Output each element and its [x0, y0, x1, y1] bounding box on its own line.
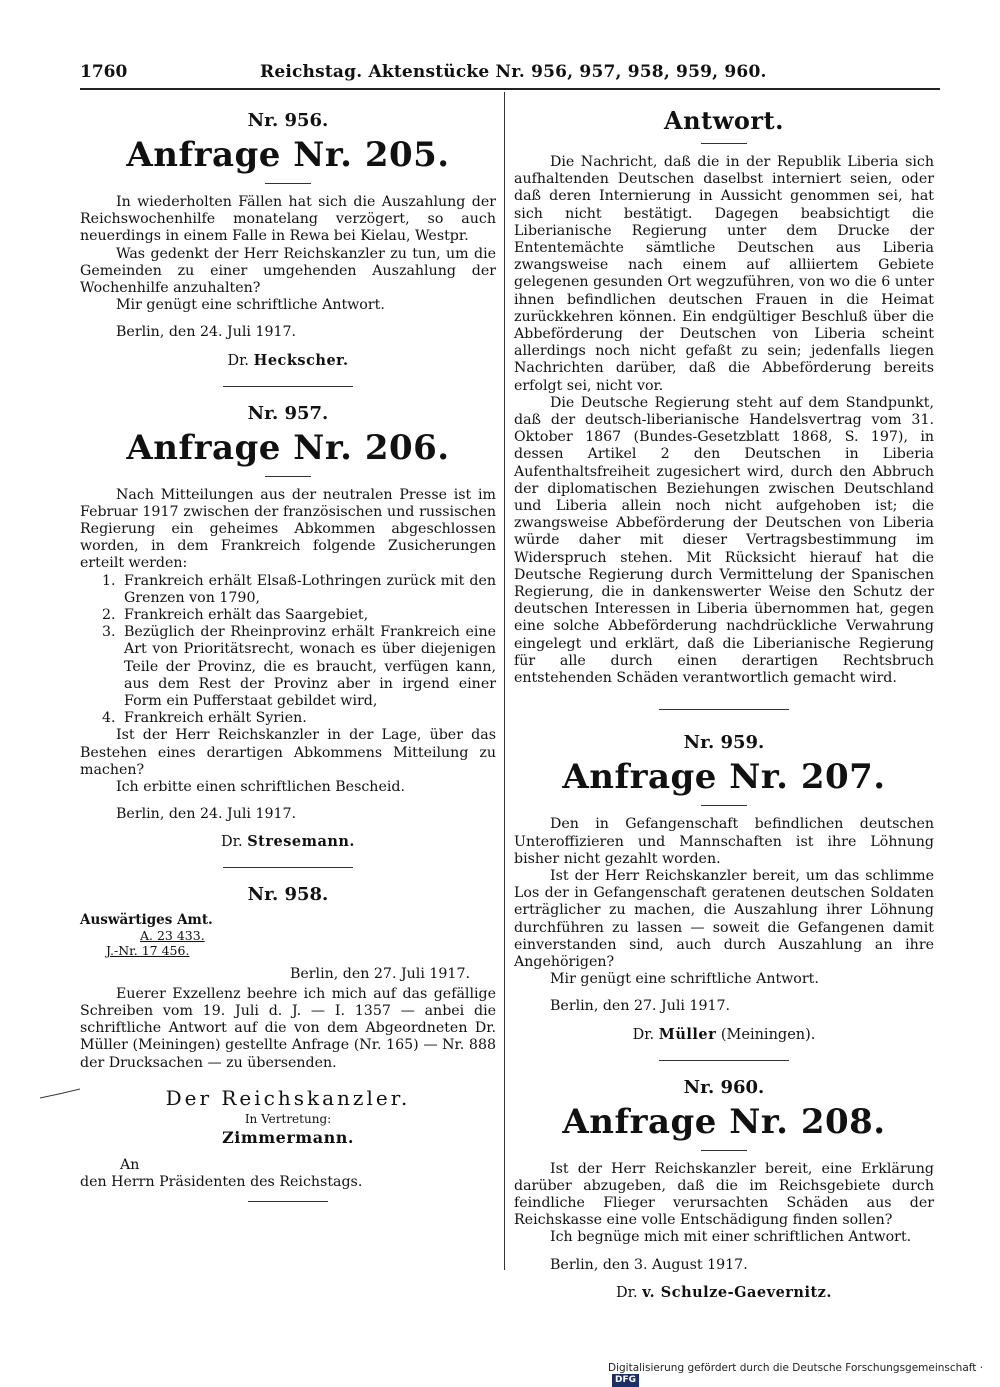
signer-name: Müller: [658, 1025, 717, 1043]
reference-number: A. 23 433.: [140, 928, 205, 944]
right-column: [514, 100, 934, 1302]
scan-mark-line: [40, 1088, 80, 1100]
list-item: 4. Frankreich erhält Syrien.: [120, 710, 496, 727]
document-956: [80, 110, 496, 370]
inquiry-title: Anfrage Nr. 205.: [126, 135, 450, 175]
section-divider: [223, 386, 353, 387]
section-divider: [223, 867, 353, 868]
document-number: Nr. 960.: [683, 1076, 765, 1098]
signature: [514, 1284, 934, 1302]
list-item: 2. Frankreich erhält das Saargebiet,: [120, 607, 496, 624]
reference-block: [80, 913, 496, 958]
addressee-name: den Herrn Präsidenten des Reichstags.: [80, 1173, 363, 1190]
signer-prefix: Dr.: [221, 834, 243, 851]
document-number: Nr. 957.: [247, 402, 329, 424]
running-head: Reichstag. Aktenstücke Nr. 956, 957, 958, 959, 960.: [260, 62, 767, 82]
paragraph: Die Nachricht, daß die in der Republik Liberia sich aufhaltenden Deutschen daselbst interniert seien, oder daß deren Internierung in Aussicht genommen sei, hat sich nicht bestätigt. Dagegen beabsichtigt die Liberianische Regierung unter dem Drucke der Ententemächte sämtliche Deutschen aus Liberia zwangsweise nach einem auf alliiertem Gebiete gelegenen gesunden Ort wegzuführen, von wo die 6 unter ihnen befindlichen deutschen Frauen in die Heimat zurückkehren können. Ein endgültiger Beschluß über die Abbeförderung der Deutschen von Liberia scheint allerdings noch nicht gefaßt zu sein; jedenfalls liegen Nachrichten darüber, daß die Abbeförderung bereits erfolgt sei, nicht vor.: [514, 154, 934, 394]
footer-note: [608, 1362, 1000, 1385]
divider: [701, 1150, 747, 1151]
document-958: [80, 884, 496, 1202]
left-column: [80, 100, 496, 1202]
signature: [514, 1026, 934, 1044]
paragraph: Den in Gefangenschaft befindlichen deutschen Unteroffizieren und Mannschaften ist ihre Löhnung bisher nicht gezahlt worden.: [514, 816, 934, 867]
document-number: Nr. 959.: [683, 732, 765, 754]
journal-number: J.-Nr. 17 456.: [106, 943, 190, 959]
paragraph: Nach Mitteilungen aus der neutralen Presse ist im Februar 1917 zwischen der französischen und russischen Regierung ein geheimes Abkommen abgeschlossen worden, in dem Frankreich folgende Zusicherungen erteilt werden:: [80, 486, 496, 572]
assurances-list: [80, 573, 496, 728]
inquiry-title: Anfrage Nr. 207.: [562, 757, 886, 798]
paragraph: Euerer Exzellenz beehre ich mich auf das gefällige Schreiben vom 19. Juli d. J. — I. 1357 — anbei die schriftliche Antwort auf die von dem Abgeordneten Dr. Müller (Meiningen) gestellte Anfrage (Nr. 165) — Nr. 888 der Drucksachen — zu übersenden.: [80, 985, 496, 1071]
addressee-prefix: An: [120, 1156, 140, 1173]
inquiry-title: Anfrage Nr. 208.: [562, 1101, 886, 1142]
divider: [265, 183, 311, 184]
paragraph: Mir genügt eine schriftliche Antwort.: [116, 297, 385, 314]
paragraph: Die Deutsche Regierung steht auf dem Standpunkt, daß der deutsch-liberianische Handelsvertrag vom 31. Oktober 1867 (Bundes-Gesetzblatt 1868, S. 197), in dessen Artikel 2 den Deutschen in Liberia Aufenthaltsfreiheit zugesichert wird, durch den Abbruch der diplomatischen Beziehungen zwischen Deutschland und Liberia allein noch nicht aufgehoben ist; die zwangsweise Abbeförderung der Deutschen von Liberia würde daher mit dieser Vertragsbestimmung im Widerspruch stehen. Mit Rücksicht hierauf hat die Deutsche Regierung durch Vermittelung der Spanischen Regierung, die in dankenswerter Weise den Schutz der deutschen Interessen in Liberia übernommen hat, gegen eine solche Abbeförderung nachdrückliche Verwahrung eingelegt und erklärt, daß die Liberianische Regierung für alle durch einen derartigen Rechtsbruch entstehenden Schäden verantwortlich gemacht wird.: [514, 394, 934, 687]
signer-suffix: (Meiningen).: [720, 1026, 816, 1043]
signature: [80, 352, 496, 370]
signer-prefix: Dr.: [632, 1026, 655, 1043]
paragraph: Was gedenkt der Herr Reichskanzler zu tun, um die Gemeinden zu einer umgehenden Auszahlung der Wochenhilfe anzuhalten?: [80, 245, 496, 297]
divider: [701, 805, 747, 806]
answer-section: [514, 106, 934, 687]
paragraph: Ist der Herr Reichskanzler in der Lage, über das Bestehen eines derartigen Abkommens Mitteilung zu machen?: [80, 727, 496, 778]
divider: [701, 143, 747, 144]
inquiry-title: Anfrage Nr. 206.: [126, 427, 450, 468]
page-header: [80, 60, 940, 86]
sender-title: Der Reichskanzler.: [165, 1085, 411, 1110]
divider: [265, 476, 311, 477]
paragraph: Ich begnüge mich mit einer schriftlichen Antwort.: [550, 1229, 912, 1246]
end-divider: [248, 1201, 328, 1202]
signature: [80, 833, 496, 851]
paragraph: In wiederholten Fällen hat sich die Auszahlung der Reichswochenhilfe monatelang verzögert, so auch neuerdings in einem Falle in Rewa bei Kielau, Westpr.: [80, 194, 496, 245]
addressee: [80, 1157, 496, 1191]
section-divider: [659, 709, 789, 710]
list-item: 3. Bezüglich der Rheinprovinz erhält Frankreich eine Art von Prioritätsrecht, wonach es über diejenigen Teile der Provinz, die es braucht, verfügen kann, aus dem Rest der Provinz aber in irgend einer Form ein Pufferstaat gebildet wird,: [120, 624, 496, 710]
date-line: Berlin, den 24. Juli 1917.: [116, 324, 297, 341]
signer-prefix: Dr.: [616, 1284, 638, 1301]
list-item: 1. Frankreich erhält Elsaß-Lothringen zurück mit den Grenzen von 1790,: [120, 573, 496, 607]
sender-name: Zimmermann.: [222, 1127, 354, 1147]
document-957: [80, 403, 496, 852]
section-divider: [659, 1060, 789, 1061]
date-line: Berlin, den 27. Juli 1917.: [550, 998, 731, 1015]
document-number: Nr. 956.: [247, 110, 329, 131]
paragraph: Ist der Herr Reichskanzler bereit, eine Erklärung darüber abzugeben, daß die im Reichsgebiete durch feindliche Flieger verursachten Schäden aus der Reichskasse eine volle Entschädigung finden sollen?: [514, 1160, 934, 1229]
header-rule: [80, 88, 940, 90]
paragraph: Ist der Herr Reichskanzler bereit, um das schlimme Los der in Gefangenschaft geratenen deutschen Soldaten erträglicher zu machen, die Auszahlung ihrer Löhnung durchführen zu lassen — soweit die Gefangenen damit einverstanden sind, auch durch Auszahlung an ihre Angehörigen?: [514, 867, 934, 970]
answer-title: Antwort.: [664, 106, 784, 135]
signer-name: v. Schulze-Gaevernitz.: [642, 1283, 832, 1301]
date-line: Berlin, den 3. August 1917.: [550, 1256, 748, 1273]
date-line: Berlin, den 24. Juli 1917.: [116, 806, 297, 823]
document-959: [514, 732, 934, 1043]
date-line: Berlin, den 27. Juli 1917.: [289, 966, 470, 983]
paragraph: Mir genügt eine schriftliche Antwort.: [550, 971, 819, 988]
office-name: Auswärtiges Amt.: [80, 912, 213, 929]
signer-name: Heckscher.: [253, 351, 349, 369]
column-divider: [504, 92, 505, 1270]
sender-deputy-label: In Vertretung:: [244, 1111, 332, 1126]
signer-prefix: Dr.: [227, 352, 250, 369]
document-number: Nr. 958.: [247, 884, 329, 906]
signer-name: Stresemann.: [247, 833, 355, 851]
page-number: 1760: [80, 62, 128, 82]
paragraph: Ich erbitte einen schriftlichen Bescheid.: [116, 779, 405, 796]
document-960: [514, 1077, 934, 1302]
dfg-logo: DFG: [612, 1374, 639, 1387]
funding-note: Digitalisierung gefördert durch die Deutsche Forschungsgemeinschaft ·: [608, 1362, 984, 1374]
